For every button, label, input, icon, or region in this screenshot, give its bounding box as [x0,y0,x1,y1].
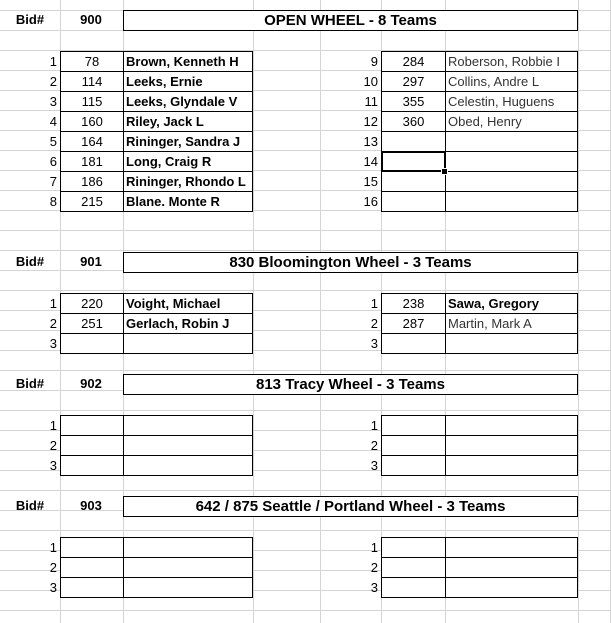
entry-name-cell[interactable] [445,577,578,598]
entry-name-cell[interactable]: Sawa, Gregory [445,293,578,314]
bid-number[interactable]: 903 [80,498,102,513]
entry-number-cell[interactable] [381,415,446,436]
block-title[interactable]: 642 / 875 Seattle / Portland Wheel - 3 Teams [123,496,578,517]
entry-number-cell[interactable]: 186 [60,171,124,192]
entry-name-cell[interactable]: Roberson, Robbie I [445,51,578,72]
entry-name-cell[interactable]: Gerlach, Robin J [123,313,253,334]
entry-number-cell[interactable]: 355 [381,91,446,112]
entry-name-cell[interactable]: Rininger, Sandra J [123,131,253,152]
row-index: 3 [370,458,378,473]
entry-number-cell[interactable] [381,333,446,354]
entry-number-cell[interactable]: 114 [60,71,124,92]
entry-number-cell[interactable] [381,557,446,578]
row-index: 8 [49,194,57,209]
row-index: 2 [49,74,57,89]
entry-number-cell[interactable]: 297 [381,71,446,92]
row-index: 12 [363,114,378,129]
entry-number-cell[interactable]: 160 [60,111,124,132]
row-index: 5 [49,134,57,149]
bid-label: Bid# [15,376,45,391]
row-index: 11 [364,94,378,109]
entry-name-cell[interactable] [445,537,578,558]
entry-name-cell[interactable] [445,333,578,354]
entry-name-cell[interactable]: Long, Craig R [123,151,253,172]
row-index: 1 [370,418,378,433]
entry-name-cell[interactable] [123,435,253,456]
entry-number-cell[interactable]: 181 [60,151,124,172]
entry-number-cell[interactable]: 115 [60,91,124,112]
entry-name-cell[interactable]: Voight, Michael [123,293,253,314]
row-index: 3 [370,580,378,595]
row-index: 9 [370,54,378,69]
entry-number-cell[interactable] [381,435,446,456]
row-index: 1 [370,540,378,555]
block-title[interactable]: 830 Bloomington Wheel - 3 Teams [123,252,578,273]
entry-name-cell[interactable]: Rininger, Rhondo L [123,171,253,192]
entry-name-cell[interactable]: Leeks, Glyndale V [123,91,253,112]
entry-name-cell[interactable]: Brown, Kenneth H [123,51,253,72]
row-index: 4 [49,114,57,129]
block-title[interactable]: OPEN WHEEL - 8 Teams [123,10,578,31]
entry-name-cell[interactable] [445,131,578,152]
entry-name-cell[interactable] [123,415,253,436]
row-index: 2 [49,438,57,453]
entry-number-cell[interactable] [381,537,446,558]
entry-name-cell[interactable] [445,151,578,172]
entry-number-cell[interactable] [381,577,446,598]
bid-label: Bid# [15,498,45,513]
entry-name-cell[interactable] [123,557,253,578]
row-index: 2 [49,560,57,575]
entry-number-cell[interactable] [60,455,124,476]
entry-name-cell[interactable]: Blane. Monte R [123,191,253,212]
row-index: 1 [49,296,57,311]
entry-name-cell[interactable]: Celestin, Huguens [445,91,578,112]
row-index: 3 [49,336,57,351]
row-index: 3 [49,458,57,473]
bid-label: Bid# [15,12,45,27]
row-index: 7 [49,174,57,189]
entry-name-cell[interactable]: Obed, Henry [445,111,578,132]
fill-handle[interactable] [441,168,448,175]
bid-number[interactable]: 900 [80,12,102,27]
selected-cell[interactable] [381,151,446,172]
entry-number-cell[interactable] [381,131,446,152]
entry-number-cell[interactable]: 78 [60,51,124,72]
entry-number-cell[interactable] [381,455,446,476]
entry-number-cell[interactable] [60,577,124,598]
row-index: 3 [49,580,57,595]
entry-number-cell[interactable] [60,537,124,558]
entry-name-cell[interactable] [445,191,578,212]
entry-name-cell[interactable] [123,537,253,558]
entry-number-cell[interactable] [60,333,124,354]
entry-number-cell[interactable]: 215 [60,191,124,212]
row-index: 3 [370,336,378,351]
row-index: 1 [49,54,57,69]
row-index: 1 [49,418,57,433]
row-index: 10 [363,74,378,89]
entry-name-cell[interactable] [445,557,578,578]
row-index: 2 [370,316,378,331]
entry-name-cell[interactable]: Collins, Andre L [445,71,578,92]
entry-number-cell[interactable]: 164 [60,131,124,152]
bid-label: Bid# [15,254,45,269]
row-index: 6 [49,154,57,169]
row-index: 13 [363,134,378,149]
row-index: 1 [370,296,378,311]
entry-number-cell[interactable] [60,557,124,578]
entry-number-cell[interactable]: 220 [60,293,124,314]
block-title[interactable]: 813 Tracy Wheel - 3 Teams [123,374,578,395]
entry-number-cell[interactable]: 284 [381,51,446,72]
row-index: 14 [363,154,378,169]
entry-number-cell[interactable]: 238 [381,293,446,314]
row-index: 15 [363,174,378,189]
entry-name-cell[interactable]: Riley, Jack L [123,111,253,132]
entry-number-cell[interactable] [381,171,446,192]
row-index: 3 [49,94,57,109]
row-index: 16 [363,194,378,209]
entry-number-cell[interactable] [60,415,124,436]
entry-name-cell[interactable] [445,415,578,436]
bid-number[interactable]: 901 [80,254,102,269]
entry-name-cell[interactable] [123,577,253,598]
entry-number-cell[interactable]: 251 [60,313,124,334]
entry-name-cell[interactable] [445,455,578,476]
entry-name-cell[interactable]: Martin, Mark A [445,313,578,334]
entry-name-cell[interactable] [123,333,253,354]
row-index: 2 [370,438,378,453]
row-index: 2 [370,560,378,575]
entry-name-cell[interactable] [445,435,578,456]
entry-number-cell[interactable]: 287 [381,313,446,334]
row-index: 2 [49,316,57,331]
bid-number[interactable]: 902 [80,376,102,391]
entry-number-cell[interactable] [60,435,124,456]
entry-name-cell[interactable]: Leeks, Ernie [123,71,253,92]
entry-number-cell[interactable]: 360 [381,111,446,132]
entry-name-cell[interactable] [445,171,578,192]
entry-number-cell[interactable] [381,191,446,212]
entry-name-cell[interactable] [123,455,253,476]
row-index: 1 [49,540,57,555]
